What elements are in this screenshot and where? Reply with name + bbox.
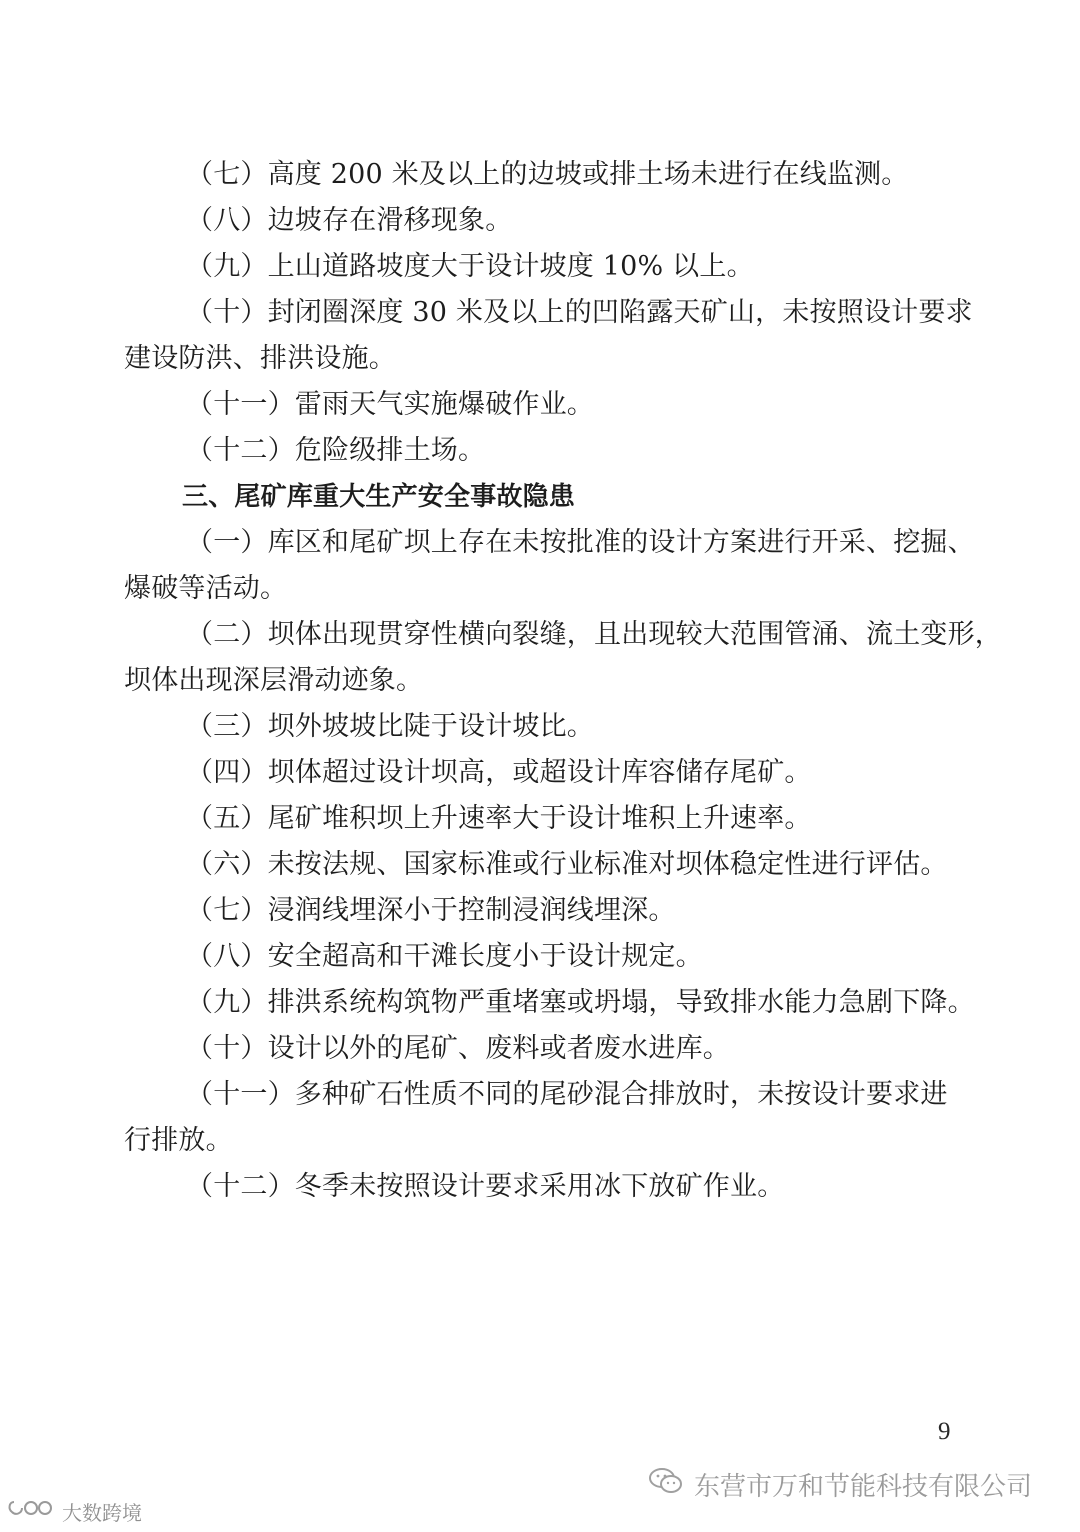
list-item: （十）设计以外的尾矿、废料或者废水进库。 xyxy=(186,1033,730,1064)
list-item: （一）库区和尾矿坝上存在未按批准的设计方案进行开采、挖掘、 xyxy=(186,527,975,558)
list-item: （四）坝体超过设计坝高，或超设计库容储存尾矿。 xyxy=(186,757,812,788)
list-item-continuation: 建设防洪、排洪设施。 xyxy=(124,343,396,374)
section-heading: 三、尾矿库重大生产安全事故隐患 xyxy=(182,482,576,512)
wechat-icon xyxy=(648,1466,684,1503)
list-item-continuation: 爆破等活动。 xyxy=(124,573,288,604)
list-item: （十一）多种矿石性质不同的尾砂混合排放时，未按设计要求进 xyxy=(186,1079,948,1110)
page-number: 9 xyxy=(938,1418,951,1445)
logo-icon xyxy=(6,1496,56,1527)
list-item: （五）尾矿堆积坝上升速率大于设计堆积上升速率。 xyxy=(186,803,812,834)
list-item: （六）未按法规、国家标准或行业标准对坝体稳定性进行评估。 xyxy=(186,849,948,880)
wechat-account-name: 东营市万和节能科技有限公司 xyxy=(694,1471,1033,1502)
list-item: （九）排洪系统构筑物严重堵塞或坍塌，导致排水能力急剧下降。 xyxy=(186,987,975,1018)
list-item: （八）安全超高和干滩长度小于设计规定。 xyxy=(186,941,703,972)
document-body xyxy=(124,152,1002,1210)
wechat-watermark xyxy=(648,1464,1032,1504)
list-item: （八）边坡存在滑移现象。 xyxy=(186,205,513,236)
list-item: （十二）冬季未按照设计要求采用冰下放矿作业。 xyxy=(186,1171,785,1202)
corner-watermark xyxy=(6,1496,142,1526)
list-item-continuation: 行排放。 xyxy=(124,1125,233,1156)
list-item: （三）坝外坡坡比陡于设计坡比。 xyxy=(186,711,594,742)
list-item: （二）坝体出现贯穿性横向裂缝，且出现较大范围管涌、流土变形， xyxy=(186,619,1002,650)
list-item: （十）封闭圈深度 30 米及以上的凹陷露天矿山，未按照设计要求 xyxy=(186,297,973,328)
list-item: （九）上山道路坡度大于设计坡度 10% 以上。 xyxy=(186,251,754,282)
list-item: （十一）雷雨天气实施爆破作业。 xyxy=(186,389,594,420)
list-item: （七）浸润线埋深小于控制浸润线埋深。 xyxy=(186,895,676,926)
list-item-continuation: 坝体出现深层滑动迹象。 xyxy=(124,665,424,696)
list-item: （十二）危险级排土场。 xyxy=(186,435,486,466)
corner-logo-text: 大数跨境 xyxy=(62,1500,142,1525)
list-item: （七）高度 200 米及以上的边坡或排土场未进行在线监测。 xyxy=(186,159,909,190)
